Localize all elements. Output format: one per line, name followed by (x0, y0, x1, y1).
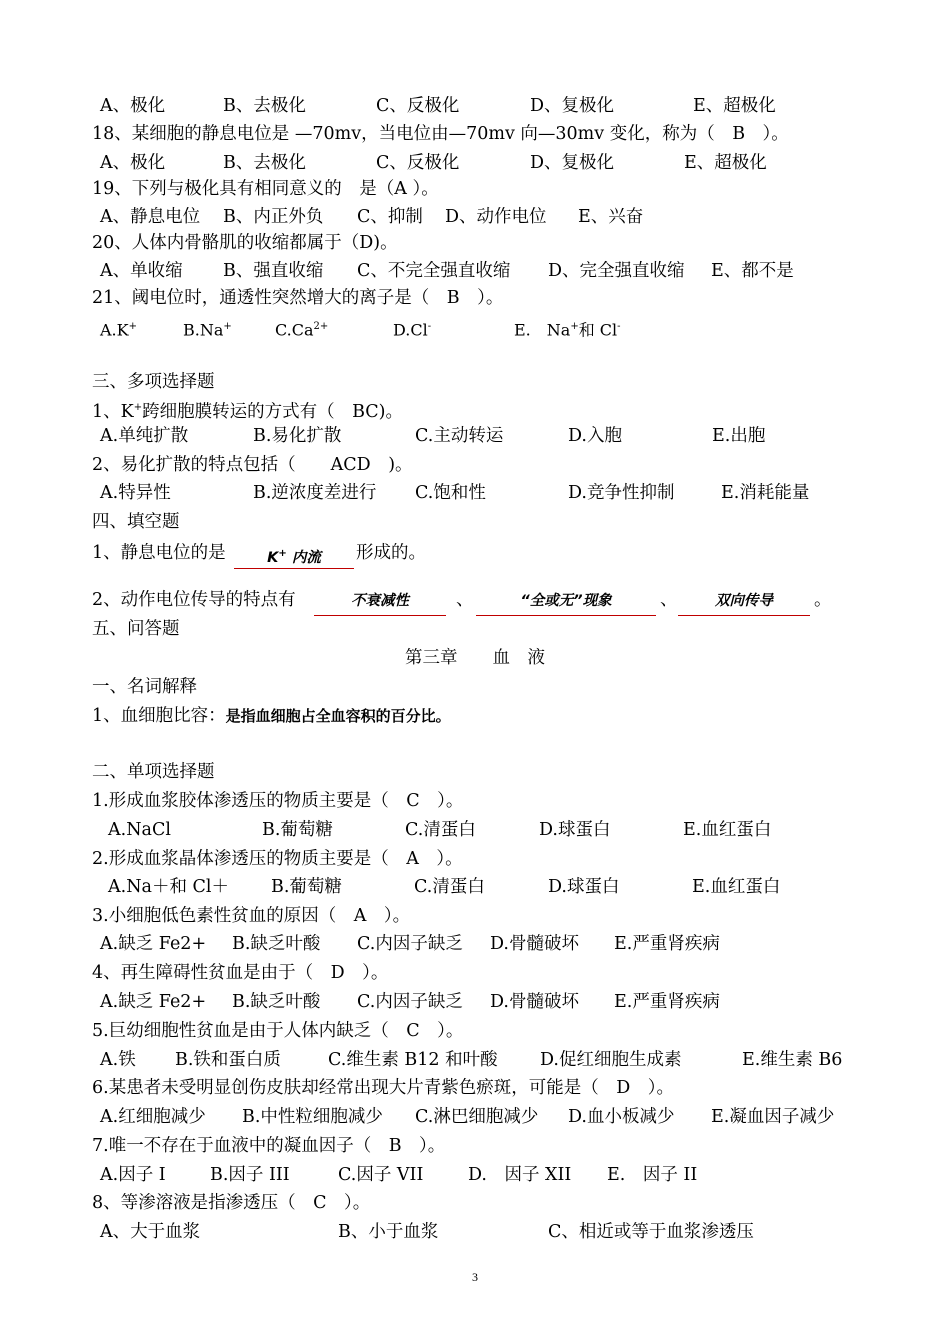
b3-options (100, 933, 860, 955)
b1-option-b: B.葡萄糖 (262, 820, 333, 840)
b7-options (100, 1164, 860, 1186)
b2-question: 2.形成血浆晶体渗透压的物质主要是（ A ）。 (92, 849, 463, 869)
b4-options (100, 991, 860, 1013)
b5-question: 5.巨幼细胞性贫血是由于人体内缺乏（ C ）。 (92, 1021, 464, 1041)
b1-option-e: E.血红蛋白 (683, 820, 772, 840)
section-single-choice-title: 二、单项选择题 (92, 762, 215, 782)
b4-option-d: D.骨髓破坏 (490, 992, 579, 1012)
f2-answer-blank-1: 不衰减性 (314, 589, 446, 616)
b3-option-d: D.骨髓破坏 (490, 934, 579, 954)
m1-question: 1、K+跨细胞膜转运的方式有（ BC)。 (92, 401, 404, 422)
b1-option-a: A.NaCl (108, 820, 171, 840)
b8-options (100, 1221, 860, 1243)
b4-option-b: B.缺乏叶酸 (232, 992, 321, 1012)
page-number: 3 (472, 1270, 478, 1284)
q18-question: 18、某细胞的静息电位是 —70mv，当电位由—70mv 向—30mv 变化，称为（ B ）。 (92, 124, 789, 144)
b8-option-a: A、大于血浆 (100, 1222, 201, 1242)
m2-options (100, 482, 860, 504)
b4-option-a: A.缺乏 Fe2+ (100, 992, 207, 1012)
b6-option-a: A.红细胞减少 (100, 1107, 206, 1127)
q17-options (100, 95, 860, 117)
q18-option-d: D、复极化 (530, 153, 615, 173)
q21-question: 21、阈电位时，通透性突然增大的离子是（ B ）。 (92, 288, 504, 308)
b2-options (108, 876, 868, 898)
m1-option-d: D.入胞 (568, 426, 622, 446)
q17-option-a: A、极化 (100, 96, 166, 116)
q18-option-b: B、去极化 (223, 153, 306, 173)
b1-option-c: C.清蛋白 (405, 820, 476, 840)
b3-option-c: C.内因子缺乏 (357, 934, 463, 954)
b5-option-b: B.铁和蛋白质 (175, 1050, 281, 1070)
b3-option-b: B.缺乏叶酸 (232, 934, 321, 954)
section-multiple-choice-title: 三、多项选择题 (92, 372, 215, 392)
b6-options (100, 1106, 860, 1128)
b2-option-a: A.Na＋和 Cl＋ (108, 877, 229, 897)
f2-answer-blank-2: “全或无”现象 (476, 589, 656, 616)
b6-option-b: B.中性粒细胞减少 (242, 1107, 383, 1127)
q18-options (100, 152, 860, 174)
b3-option-e: E.严重肾疾病 (614, 934, 720, 954)
b4-option-e: E.严重肾疾病 (614, 992, 720, 1012)
b8-option-b: B、小于血浆 (338, 1222, 439, 1242)
b7-option-a: A.因子 I (100, 1165, 166, 1185)
n1-term: 1、血细胞比容：是指血细胞占全血容积的百分比。 (92, 706, 451, 726)
q20-question: 20、人体内骨骼肌的收缩都属于（D)。 (92, 233, 398, 253)
b5-options (100, 1049, 860, 1071)
q21-option-e: E. Na+和 Cl- (514, 320, 621, 340)
m2-option-b: B.逆浓度差进行 (253, 483, 377, 503)
q17-option-d: D、复极化 (530, 96, 615, 116)
m1-options (100, 425, 860, 447)
q20-option-c: C、不完全强直收缩 (357, 261, 511, 281)
q20-option-b: B、强直收缩 (223, 261, 324, 281)
q18-option-c: C、反极化 (376, 153, 460, 173)
b2-option-b: B.葡萄糖 (271, 877, 342, 897)
f2-question: 2、动作电位传导的特点有 不衰减性 、 “全或无”现象 、 双向传导 。 (92, 589, 852, 617)
q17-option-b: B、去极化 (223, 96, 306, 116)
q18-option-a: A、极化 (100, 153, 166, 173)
q21-options (100, 316, 700, 338)
m2-option-c: C.饱和性 (415, 483, 486, 503)
q19-option-b: B、内正外负 (223, 207, 324, 227)
b2-option-c: C.清蛋白 (414, 877, 485, 897)
b7-option-c: C.因子 VII (338, 1165, 424, 1185)
q19-option-d: D、动作电位 (445, 207, 547, 227)
q17-option-e: E、超极化 (693, 96, 776, 116)
q20-option-a: A、单收缩 (100, 261, 183, 281)
section-terms-title: 一、名词解释 (92, 677, 197, 697)
m1-option-c: C.主动转运 (415, 426, 504, 446)
m2-option-a: A.特异性 (100, 483, 171, 503)
q19-option-c: C、抑制 (357, 207, 423, 227)
b7-option-d: D. 因子 XII (468, 1165, 572, 1185)
b1-option-d: D.球蛋白 (539, 820, 611, 840)
f1-question: 1、静息电位的是 K+ 内流 形成的。 (92, 542, 592, 570)
b6-question: 6.某患者未受明显创伤皮肤却经常出现大片青紫色瘀斑，可能是（ D ）。 (92, 1078, 674, 1098)
m2-option-e: E.消耗能量 (721, 483, 810, 503)
b5-option-e: E.维生素 B6 (742, 1050, 843, 1070)
section-fill-blank-title: 四、填空题 (92, 512, 180, 532)
section-qa-title: 五、问答题 (92, 619, 180, 639)
b7-option-b: B.因子 III (210, 1165, 290, 1185)
b6-option-e: E.凝血因子减少 (711, 1107, 835, 1127)
q20-options (100, 260, 860, 282)
b4-option-c: C.内因子缺乏 (357, 992, 463, 1012)
f2-answer-blank-3: 双向传导 (678, 589, 810, 616)
m2-question: 2、易化扩散的特点包括（ ACD )。 (92, 455, 413, 475)
b1-options (108, 819, 868, 841)
q20-option-d: D、完全强直收缩 (548, 261, 685, 281)
chapter-title: 第三章 血 液 (405, 648, 545, 668)
q21-option-b: B.Na+ (183, 320, 232, 340)
q19-options (100, 206, 860, 228)
q21-option-a: A.K+ (100, 320, 137, 340)
m1-option-b: B.易化扩散 (253, 426, 342, 446)
b8-option-c: C、相近或等于血浆渗透压 (548, 1222, 754, 1242)
q21-option-d: D.Cl- (393, 320, 432, 340)
q19-option-e: E、兴奋 (578, 207, 644, 227)
q21-option-c: $C.Ca^{2+}$ (275, 320, 329, 340)
m1-option-e: E.出胞 (712, 426, 766, 446)
b4-question: 4、再生障碍性贫血是由于（ D ）。 (92, 963, 389, 983)
b6-option-c: C.淋巴细胞减少 (415, 1107, 539, 1127)
b5-option-d: D.促红细胞生成素 (540, 1050, 682, 1070)
m2-option-d: D.竞争性抑制 (568, 483, 675, 503)
b7-question: 7.唯一不存在于血液中的凝血因子（ B ）。 (92, 1136, 446, 1156)
f1-answer-blank: K+ 内流 (234, 542, 354, 569)
q20-option-e: E、都不是 (711, 261, 794, 281)
n1-answer: 是指血细胞占全血容积的百分比。 (225, 707, 451, 725)
b8-question: 8、等渗溶液是指渗透压（ C ）。 (92, 1193, 371, 1213)
b1-question: 1.形成血浆胶体渗透压的物质主要是（ C ）。 (92, 791, 464, 811)
b2-option-e: E.血红蛋白 (692, 877, 781, 897)
q19-option-a: A、静息电位 (100, 207, 201, 227)
m1-option-a: A.单纯扩散 (100, 426, 189, 446)
b6-option-d: D.血小板减少 (568, 1107, 675, 1127)
b3-question: 3.小细胞低色素性贫血的原因（ A ）。 (92, 906, 411, 926)
q19-question: 19、下列与极化具有相同意义的 是（A ）。 (92, 179, 439, 199)
b5-option-a: A.铁 (100, 1050, 136, 1070)
q18-option-e: E、超极化 (684, 153, 767, 173)
q17-option-c: C、反极化 (376, 96, 460, 116)
b7-option-e: E. 因子 II (607, 1165, 698, 1185)
b3-option-a: A.缺乏 Fe2+ (100, 934, 207, 954)
b5-option-c: C.维生素 B12 和叶酸 (328, 1050, 498, 1070)
b2-option-d: D.球蛋白 (548, 877, 620, 897)
